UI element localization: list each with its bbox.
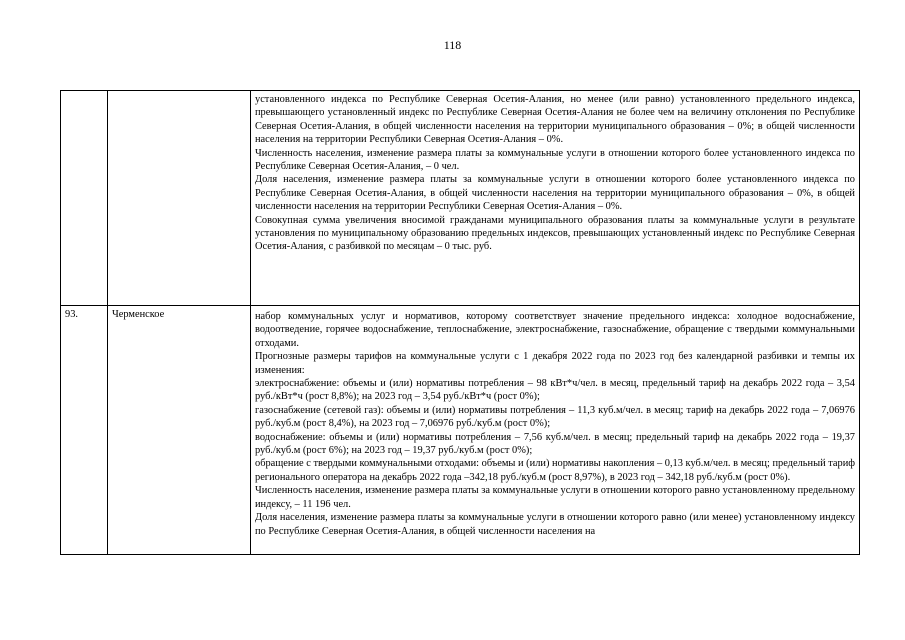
row-number-cell: 93.	[61, 306, 108, 555]
paragraph: Численность населения, изменение размера платы за коммунальные услуги в отношении которого равно установленному предельному индексу, – 11 196 чел.	[255, 485, 855, 510]
paragraph: электроснабжение: объемы и (или) нормативы потребления – 98 кВт*ч/чел. в месяц, предельный тариф на декабрь 2022 года – 3,54 руб./кВт*ч (рост 8,8%); на 2023 год – 3,54 руб./кВт*ч (рост 0%);	[255, 378, 855, 403]
paragraph: водоснабжение: объемы и (или) нормативы потребления – 7,56 куб.м/чел. в месяц; предельный тариф на декабрь 2022 года – 19,37 руб./куб.м (рост 6%); на 2023 год – 19,37 руб./куб.м (рост 0%);	[255, 431, 855, 457]
municipality-name-cell: Черменское	[108, 306, 251, 555]
paragraph: набор коммунальных услуг и нормативов, которому соответствует значение предельного индекса: холодное водоснабжение, водоотведение, горячее водоснабжение, теплоснабжение, электроснабжение, газоснабжение, обращение с твердыми коммунальными отходами.	[255, 311, 855, 349]
paragraph: Доля населения, изменение размера платы за коммунальные услуги в отношении которого равно (или менее) установленному индексу по Республике Северная Осетия-Алания, в общей численности населения на	[255, 512, 855, 537]
row-number-cell	[61, 91, 108, 306]
paragraph: обращение с твердыми коммунальными отходами: объемы и (или) нормативы накопления – 0,13 куб.м/чел. в месяц; предельный тариф регионального оператора на декабрь 2022 года –342,18 руб./куб.м (рост 8,97%), в 2023 год – 342,18 руб./куб.м (рост 0%).	[255, 458, 855, 483]
description-cell	[251, 306, 860, 555]
table-row-93	[61, 306, 860, 555]
paragraph: Доля населения, изменение размера платы за коммунальные услуги в отношении которого более установленного индекса по Республике Северная Осетия-Алания, в общей численности населения на территории муниципального образования – 0%, в общей численности населения на территории Республики Северная Осетия-Алания – 0%.	[255, 174, 855, 213]
paragraph: установленного индекса по Республике Северная Осетия-Алания, но менее (или равно) установленного предельного индекса, превышающего установленный индекс по Республике Северная Осетия-Алания не более чем на величину отклонения по Республике Северная Осетия-Алания, в общей численности населения на территории муниципального образования – 0%; в общей численности населения на территории Республики Северная Осетия-Алания – 0%.	[255, 94, 855, 146]
paragraph: Прогнозные размеры тарифов на коммунальные услуги с 1 декабря 2022 года по 2023 год без календарной разбивки и темпы их изменения:	[255, 351, 855, 376]
paragraph: Численность населения, изменение размера платы за коммунальные услуги в отношении которого более установленного индекса по Республике Северная Осетия-Алания, – 0 чел.	[255, 147, 855, 173]
table-row-continuation	[61, 91, 860, 306]
page-number: 118	[443, 38, 462, 52]
description-cell	[251, 91, 860, 306]
document-table	[60, 90, 860, 555]
municipality-name-cell	[108, 91, 251, 306]
paragraph: Совокупная сумма увеличения вносимой гражданами муниципального образования платы за коммунальные услуги в результате установления по муниципальному образованию предельных индексов, превышающих установленный индекс по Республике Северная Осетия-Алания, с разбивкой по месяцам – 0 тыс. руб.	[255, 214, 855, 253]
paragraph: газоснабжение (сетевой газ): объемы и (или) нормативы потребления – 11,3 куб.м/чел. в месяц; тариф на декабрь 2022 года – 7,06976 руб./куб.м (рост 8,4%), на 2023 год – 7,06976 руб./куб.м (рост 0%);	[255, 404, 855, 430]
